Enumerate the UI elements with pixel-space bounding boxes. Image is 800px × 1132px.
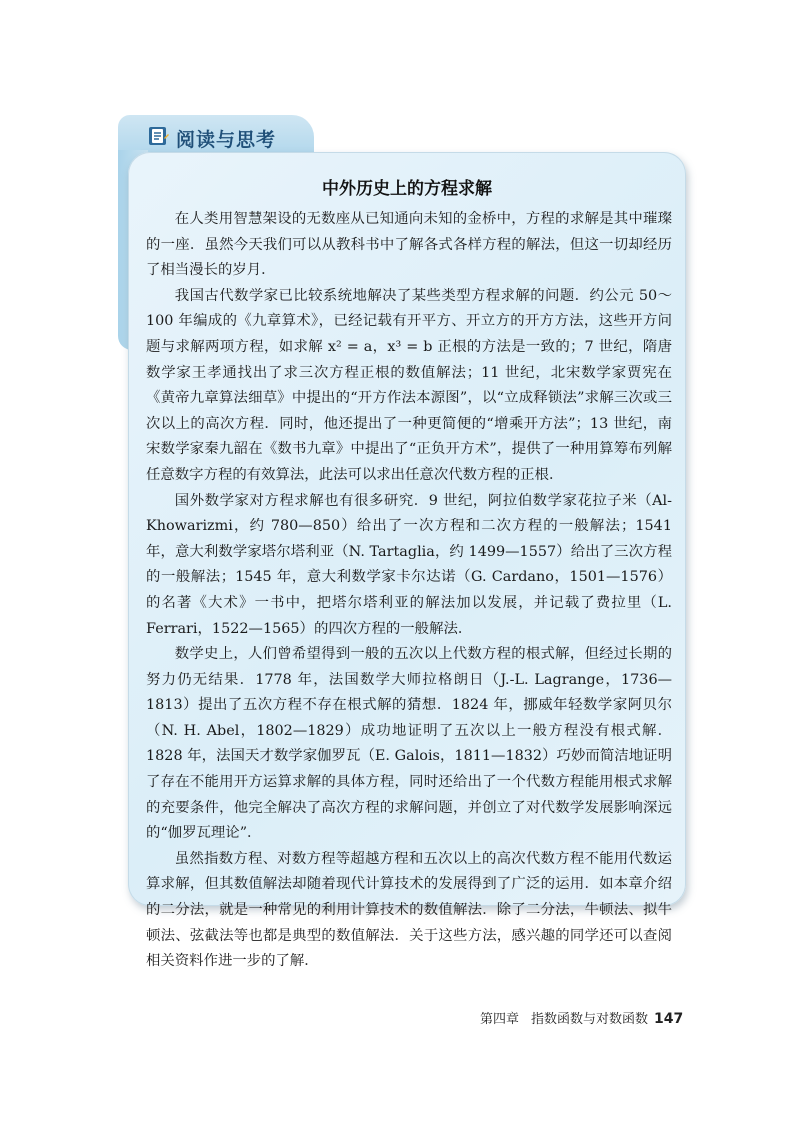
chapter-title: 指数函数与对数函数	[531, 1012, 649, 1027]
chapter-label: 第四章	[480, 1012, 520, 1027]
paragraph: 国外数学家对方程求解也有很多研究．9 世纪，阿拉伯数学家花拉子米（Al-Khowarizmi，约 780—850）给出了一次方程和二次方程的一般解法；1541 年，意大利数学家塔尔塔利亚（N. Tartaglia，约 1499—1557）给出了三次方程的一般解法；1545 年，意大利数学家卡尔达诺（G. Cardano，1501—1576）的名著《大术》一书中，把塔尔塔利亚的解法加以发展，并记载了费拉里（L. Ferrari，1522—1565）的四次方程的一般解法．	[146, 492, 672, 637]
book-icon	[146, 124, 170, 148]
paragraph: 我国古代数学家已比较系统地解决了某些类型方程求解的问题．约公元 50～100 年编成的《九章算术》，已经记载有开平方、开立方的开方方法，这些开方问题与求解两项方程，如求解 x² = a，x³ = b 正根的方法是一致的；7 世纪，隋唐数学家王孝通找出了求三次方程正根的数值解法；11 世纪，北宋数学家贾宪在《黄帝九章算法细草》中提出的“开方作法本源图”，以“立成释锁法”求解三次或三次以上的高次方程．同时，他还提出了一种更简便的“增乘开方法”；13 世纪，南宋数学家秦九韶在《数书九章》中提出了“正负开方术”，提供了一种用算筹布列解任意数字方程的有效算法，此法可以求出任意次代数方程的正根．	[146, 287, 672, 483]
section-tab-title: 阅读与思考	[176, 129, 277, 151]
page-number: 147	[654, 1011, 684, 1027]
paragraph: 数学史上，人们曾希望得到一般的五次以上代数方程的根式解，但经过长期的努力仍无结果．1778 年，法国数学大师拉格朗日（J.-L. Lagrange，1736—1813）提出了五次方程不存在根式解的猜想．1824 年，挪威年轻数学家阿贝尔（N. H. Abel，1802—1829）成功地证明了五次以上一般方程没有根式解．1828 年，法国天才数学家伽罗瓦（E. Galois，1811—1832）巧妙而简洁地证明了存在不能用开方运算求解的具体方程，同时还给出了一个代数方程能用根式求解的充要条件，他完全解决了高次方程的求解问题，并创立了对代数学发展影响深远的“伽罗瓦理论”．	[146, 646, 672, 842]
article-body	[146, 207, 672, 975]
page-footer	[480, 1008, 683, 1027]
paragraph: 虽然指数方程、对数方程等超越方程和五次以上的高次代数方程不能用代数运算求解，但其数值解法却随着现代计算技术的发展得到了广泛的运用．如本章介绍的二分法，就是一种常见的利用计算技术的数值解法．除了二分法，牛顿法、拟牛顿法、弦截法等也都是典型的数值解法．关于这些方法，感兴趣的同学还可以查阅相关资料作进一步的了解．	[146, 850, 672, 970]
paragraph: 在人类用智慧架设的无数座从已知通向未知的金桥中，方程的求解是其中璀璨的一座．虽然今天我们可以从教科书中了解各式各样方程的解法，但这一切却经历了相当漫长的岁月．	[146, 211, 672, 279]
article-title: 中外历史上的方程求解	[322, 179, 492, 199]
